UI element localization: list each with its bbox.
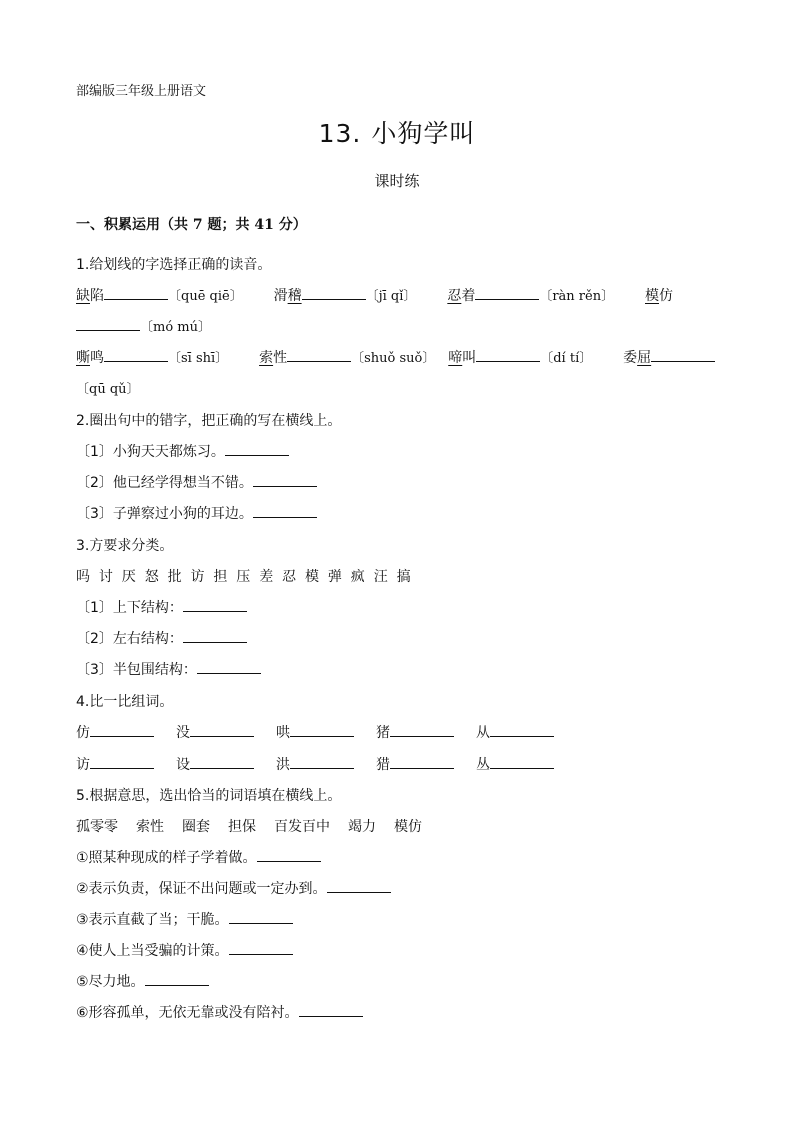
q1-item: 缺陷	[76, 288, 104, 304]
word-option: 百发百中	[274, 819, 330, 835]
q4-word-cell: 哄	[276, 722, 354, 742]
pinyin-options: 〔jī qǐ〕	[365, 289, 417, 304]
q1-row-2	[76, 347, 715, 367]
answer-blank[interactable]	[475, 285, 539, 300]
q4-word-cell: 访	[76, 754, 154, 774]
q3-character-list: 吗 讨 厌 怒 批 访 担 压 差 忍 模 弹 疯 汪 搞	[76, 569, 411, 585]
q2-item: 〔2〕他已经学得想当不错。	[76, 472, 317, 492]
page-subtitle: 课时练	[374, 172, 420, 190]
q4-word-cell: 仿	[76, 722, 154, 742]
q3-item: 〔2〕左右结构：	[76, 628, 247, 648]
q4-word-cell: 从	[476, 722, 554, 742]
answer-blank[interactable]	[225, 441, 289, 456]
answer-blank[interactable]	[257, 847, 321, 862]
answer-blank[interactable]	[390, 722, 454, 737]
q1-row-1b	[76, 316, 211, 335]
q2-item: 〔1〕小狗天天都炼习。	[76, 441, 289, 461]
answer-blank[interactable]	[302, 285, 366, 300]
q2-prompt: 2.圈出句中的错字，把正确的写在横线上。	[76, 413, 342, 429]
answer-blank[interactable]	[104, 285, 168, 300]
page-title	[0, 114, 794, 150]
q4-word-cell: 设	[176, 754, 254, 774]
pinyin-options: 〔ràn rěn〕	[539, 289, 615, 304]
answer-blank[interactable]	[190, 722, 254, 737]
lesson-number: 13.	[318, 119, 362, 148]
answer-blank[interactable]	[290, 754, 354, 769]
word-option: 担保	[228, 819, 256, 835]
q1-row-1	[76, 285, 673, 305]
answer-blank[interactable]	[253, 472, 317, 487]
q1-item: 模仿	[645, 288, 673, 304]
q3-prompt: 3.方要求分类。	[76, 538, 174, 554]
pinyin-options: 〔dí tí〕	[540, 351, 593, 366]
q1-row-2b	[76, 378, 140, 397]
answer-blank[interactable]	[190, 754, 254, 769]
answer-blank[interactable]	[104, 347, 168, 362]
pinyin-options: 〔mó mú〕	[140, 320, 211, 335]
answer-blank[interactable]	[390, 754, 454, 769]
answer-blank[interactable]	[490, 754, 554, 769]
q5-prompt: 5.根据意思，选出恰当的词语填在横线上。	[76, 788, 342, 804]
pinyin-options: 〔shuǒ suǒ〕	[351, 351, 436, 366]
answer-blank[interactable]	[183, 628, 247, 643]
q5-item: ③表示直截了当；干脆。	[76, 909, 293, 929]
q5-item: ⑥形容孤单，无依无靠或没有陪衬。	[76, 1002, 363, 1022]
answer-blank[interactable]	[145, 971, 209, 986]
pinyin-options: 〔sī shī〕	[168, 351, 229, 366]
q1-item: 忍着	[447, 288, 476, 304]
answer-blank[interactable]	[299, 1002, 363, 1017]
pinyin-options: 〔quē qiē〕	[168, 289, 243, 304]
q1-item: 滑稽	[273, 288, 302, 304]
q1-item: 嘶鸣	[76, 350, 104, 366]
q5-item: ⑤尽力地。	[76, 971, 209, 991]
q4-word-cell: 洪	[276, 754, 354, 774]
word-option: 圈套	[182, 819, 210, 835]
answer-blank[interactable]	[327, 878, 391, 893]
answer-blank[interactable]	[229, 940, 293, 955]
lesson-title: 小狗学叫	[371, 119, 476, 148]
answer-blank[interactable]	[253, 503, 317, 518]
q4-prompt: 4.比一比组词。	[76, 694, 174, 710]
q5-word-bank	[76, 816, 422, 836]
q4-word-cell: 猪	[376, 722, 454, 742]
word-option: 竭力	[348, 819, 376, 835]
answer-blank[interactable]	[76, 316, 140, 331]
q3-item: 〔1〕上下结构：	[76, 597, 247, 617]
section-heading: 一、积累运用（共 7 题；共 41 分）	[76, 217, 307, 233]
answer-blank[interactable]	[197, 659, 261, 674]
q2-item: 〔3〕子弹察过小狗的耳边。	[76, 503, 317, 523]
word-option: 孤零零	[76, 819, 118, 835]
q5-item: ②表示负责，保证不出问题或一定办到。	[76, 878, 391, 898]
word-option: 索性	[136, 819, 164, 835]
q4-word-cell: 猎	[376, 754, 454, 774]
q1-item: 委屈	[623, 350, 652, 366]
answer-blank[interactable]	[651, 347, 715, 362]
q1-item: 啼叫	[448, 350, 477, 366]
word-option: 模仿	[394, 819, 422, 835]
q3-item: 〔3〕半包围结构：	[76, 659, 261, 679]
q4-word-cell: 没	[176, 722, 254, 742]
pinyin-options: 〔qū qǔ〕	[76, 382, 140, 397]
answer-blank[interactable]	[476, 347, 540, 362]
answer-blank[interactable]	[183, 597, 247, 612]
answer-blank[interactable]	[490, 722, 554, 737]
q4-word-cell: 丛	[476, 754, 554, 774]
q1-item: 索性	[259, 350, 288, 366]
header-text: 部编版三年级上册语文	[76, 84, 207, 99]
q5-item: ④使人上当受骗的计策。	[76, 940, 293, 960]
answer-blank[interactable]	[229, 909, 293, 924]
answer-blank[interactable]	[287, 347, 351, 362]
answer-blank[interactable]	[90, 722, 154, 737]
answer-blank[interactable]	[90, 754, 154, 769]
answer-blank[interactable]	[290, 722, 354, 737]
q5-item: ①照某种现成的样子学着做。	[76, 847, 321, 867]
q1-prompt: 1.给划线的字选择正确的读音。	[76, 257, 272, 273]
